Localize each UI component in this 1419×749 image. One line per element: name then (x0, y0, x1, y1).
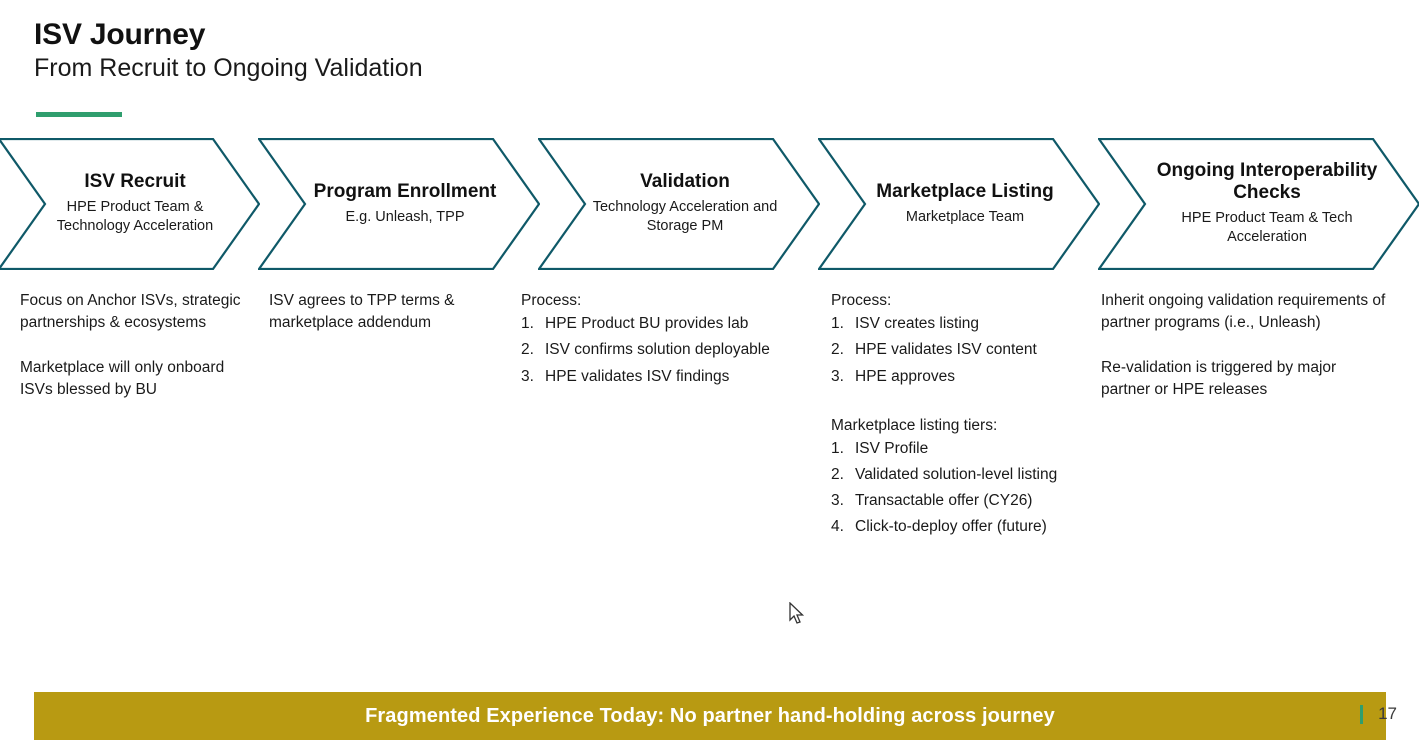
stage-chevron-validation[interactable] (538, 138, 820, 270)
stage-chevron-program-enrollment[interactable] (258, 138, 540, 270)
stage-title: Ongoing Interoperability Checks (1156, 160, 1378, 203)
stage-title: Marketplace Listing (876, 180, 1054, 202)
list-item: HPE Product BU provides lab (545, 315, 749, 333)
column-ongoing-checks (1101, 290, 1386, 402)
column-list (521, 312, 821, 388)
stage-chevron-isv-recruit[interactable] (0, 138, 260, 270)
list-item: ISV creates listing (855, 315, 980, 333)
column-lead: Process: (521, 292, 582, 309)
list-item: HPE validates ISV findings (545, 367, 730, 385)
stage-subtitle: Marketplace Team (905, 208, 1025, 225)
stage-subtitle: E.g. Unleash, TPP (345, 208, 465, 225)
journey-chevron-band (0, 138, 1419, 270)
column-paragraph: Focus on Anchor ISVs, strategic partnerships & ecosystems (20, 292, 241, 332)
list-item: Validated solution-level listing (855, 466, 1058, 483)
page-number: 17 (1378, 704, 1397, 723)
column-lead: Process: (831, 292, 892, 309)
footer-banner-text: Fragmented Experience Today: No partner hand-holding across journey (365, 704, 1055, 727)
title-block (34, 18, 423, 84)
column-marketplace-listing (831, 290, 1121, 541)
list-item: Transactable offer (CY26) (855, 492, 1033, 510)
column-isv-recruit (20, 290, 250, 402)
stage-subtitle: HPE Product Team & Technology Acceleration (56, 198, 214, 235)
stage-title: ISV Recruit (84, 171, 186, 193)
stage-chevron-marketplace-listing[interactable] (818, 138, 1100, 270)
column-paragraph: ISV agrees to TPP terms & marketplace addendum (269, 292, 455, 332)
mouse-cursor-icon (789, 602, 805, 626)
column-list (831, 312, 1121, 388)
title-accent-rule (36, 112, 122, 117)
list-item: Click-to-deploy offer (future) (855, 518, 1047, 536)
stage-subtitle: Technology Acceleration and Storage PM (592, 198, 778, 235)
list-item: ISV Profile (855, 439, 929, 457)
list-item: HPE approves (855, 367, 955, 385)
list-item: ISV confirms solution deployable (545, 341, 770, 359)
stage-chevron-ongoing-interoperability-checks[interactable] (1098, 138, 1419, 270)
column-validation (521, 290, 821, 391)
column-program-enrollment (269, 290, 509, 335)
page-title: ISV Journey (34, 18, 206, 51)
column-lead-secondary: Marketplace listing tiers: (831, 416, 998, 434)
page-number-tick (1360, 705, 1363, 724)
list-item: HPE validates ISV content (855, 341, 1037, 359)
column-paragraph: Inherit ongoing validation requirements of partner programs (i.e., Unleash) (1101, 292, 1386, 332)
stage-title: Validation (640, 171, 730, 193)
stage-title: Program Enrollment (313, 180, 497, 202)
column-paragraph: Re-validation is triggered by major partner or HPE releases (1101, 358, 1337, 399)
stage-subtitle: HPE Product Team & Tech Acceleration (1181, 209, 1353, 246)
page-subtitle: From Recruit to Ongoing Validation (34, 54, 423, 82)
column-paragraph: Marketplace will only onboard ISVs blessed by BU (20, 358, 225, 399)
footer-banner (34, 692, 1386, 740)
column-list-secondary (831, 437, 1121, 539)
